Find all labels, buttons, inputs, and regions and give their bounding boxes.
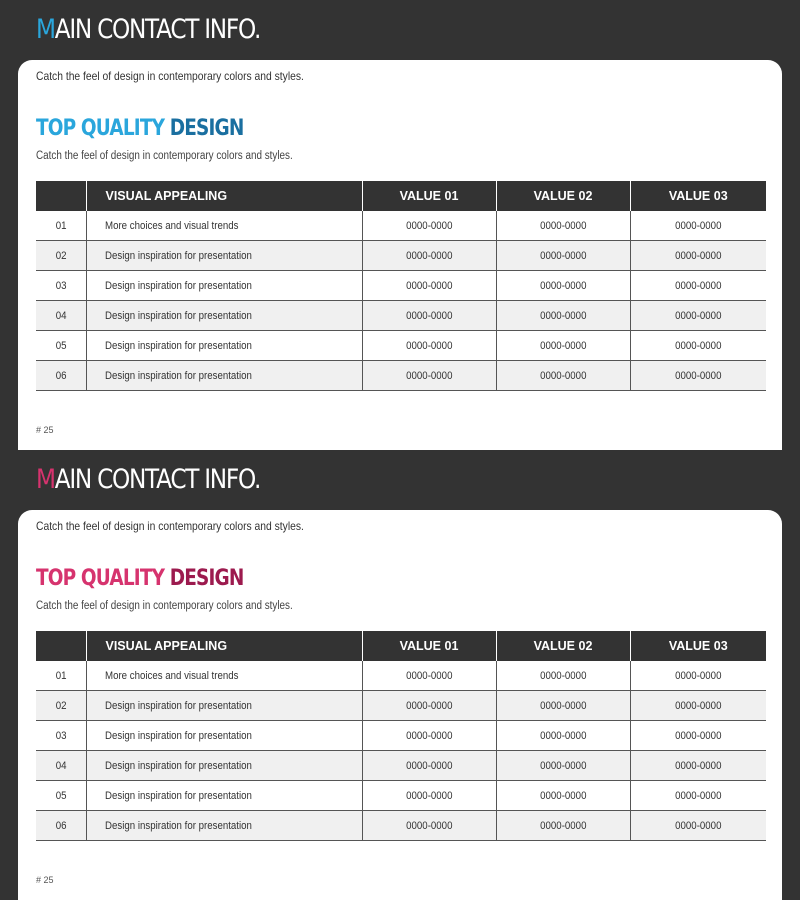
row-value: 0000-0000 bbox=[496, 691, 630, 721]
table-row bbox=[36, 211, 766, 241]
row-value: 0000-0000 bbox=[630, 721, 766, 751]
row-value: 0000-0000 bbox=[630, 811, 766, 841]
row-value: 0000-0000 bbox=[362, 811, 496, 841]
row-value: 0000-0000 bbox=[362, 751, 496, 781]
row-value: 0000-0000 bbox=[630, 241, 766, 271]
heading-part-1: TOP QUALITY bbox=[36, 116, 165, 141]
row-label: Design inspiration for presentation bbox=[86, 811, 362, 841]
row-value: 0000-0000 bbox=[496, 271, 630, 301]
header-index bbox=[36, 631, 86, 661]
row-value: 0000-0000 bbox=[630, 211, 766, 241]
heading-part-2: DESIGN bbox=[169, 116, 244, 141]
card-subtitle: Catch the feel of design in contemporary colors and styles. bbox=[36, 69, 304, 83]
row-value: 0000-0000 bbox=[496, 331, 630, 361]
slide-title-initial: M bbox=[36, 14, 55, 45]
table-row bbox=[36, 361, 766, 391]
row-label: Design inspiration for presentation bbox=[86, 241, 362, 271]
header-value-03: VALUE 03 bbox=[630, 631, 766, 661]
table-header-row bbox=[36, 181, 766, 211]
row-value: 0000-0000 bbox=[630, 331, 766, 361]
row-label: Design inspiration for presentation bbox=[86, 691, 362, 721]
table-row bbox=[36, 751, 766, 781]
row-value: 0000-0000 bbox=[362, 781, 496, 811]
row-value: 0000-0000 bbox=[362, 721, 496, 751]
row-index: 02 bbox=[36, 691, 86, 721]
row-value: 0000-0000 bbox=[496, 751, 630, 781]
content-card bbox=[18, 510, 782, 900]
header-visual-appealing: VISUAL APPEALING bbox=[86, 181, 362, 211]
row-value: 0000-0000 bbox=[630, 691, 766, 721]
row-value: 0000-0000 bbox=[362, 661, 496, 691]
row-value: 0000-0000 bbox=[496, 211, 630, 241]
row-value: 0000-0000 bbox=[362, 691, 496, 721]
row-value: 0000-0000 bbox=[630, 361, 766, 391]
table-row bbox=[36, 271, 766, 301]
heading-part-1: TOP QUALITY bbox=[36, 566, 165, 591]
row-value: 0000-0000 bbox=[496, 781, 630, 811]
heading-subtitle: Catch the feel of design in contemporary colors and styles. bbox=[36, 150, 293, 162]
data-table bbox=[36, 631, 766, 841]
row-index: 06 bbox=[36, 361, 86, 391]
row-label: Design inspiration for presentation bbox=[86, 301, 362, 331]
row-value: 0000-0000 bbox=[496, 301, 630, 331]
row-label: Design inspiration for presentation bbox=[86, 751, 362, 781]
row-index: 01 bbox=[36, 211, 86, 241]
slide-2 bbox=[0, 450, 800, 900]
header-visual-appealing: VISUAL APPEALING bbox=[86, 631, 362, 661]
page-number: # 25 bbox=[36, 875, 54, 885]
row-index: 03 bbox=[36, 271, 86, 301]
row-value: 0000-0000 bbox=[496, 241, 630, 271]
table-row bbox=[36, 721, 766, 751]
table-row bbox=[36, 691, 766, 721]
row-label: More choices and visual trends bbox=[86, 661, 362, 691]
row-index: 05 bbox=[36, 331, 86, 361]
slide-title-initial: M bbox=[36, 464, 55, 495]
row-value: 0000-0000 bbox=[630, 271, 766, 301]
content-card bbox=[18, 60, 782, 450]
table-row bbox=[36, 781, 766, 811]
row-value: 0000-0000 bbox=[496, 721, 630, 751]
row-value: 0000-0000 bbox=[496, 661, 630, 691]
table-row bbox=[36, 331, 766, 361]
row-value: 0000-0000 bbox=[362, 361, 496, 391]
heading-subtitle: Catch the feel of design in contemporary colors and styles. bbox=[36, 600, 293, 612]
row-label: Design inspiration for presentation bbox=[86, 721, 362, 751]
row-value: 0000-0000 bbox=[630, 661, 766, 691]
header-value-01: VALUE 01 bbox=[362, 181, 496, 211]
row-index: 05 bbox=[36, 781, 86, 811]
row-label: Design inspiration for presentation bbox=[86, 271, 362, 301]
data-table bbox=[36, 181, 766, 391]
header-value-02: VALUE 02 bbox=[496, 631, 630, 661]
row-label: Design inspiration for presentation bbox=[86, 331, 362, 361]
card-subtitle: Catch the feel of design in contemporary colors and styles. bbox=[36, 519, 304, 533]
row-value: 0000-0000 bbox=[630, 781, 766, 811]
row-index: 04 bbox=[36, 301, 86, 331]
slide-title bbox=[36, 14, 260, 45]
header-value-01: VALUE 01 bbox=[362, 631, 496, 661]
heading-part-2: DESIGN bbox=[169, 566, 244, 591]
table-row bbox=[36, 301, 766, 331]
row-value: 0000-0000 bbox=[362, 271, 496, 301]
row-index: 04 bbox=[36, 751, 86, 781]
row-label: Design inspiration for presentation bbox=[86, 781, 362, 811]
header-value-03: VALUE 03 bbox=[630, 181, 766, 211]
row-label: More choices and visual trends bbox=[86, 211, 362, 241]
row-label: Design inspiration for presentation bbox=[86, 361, 362, 391]
header-value-02: VALUE 02 bbox=[496, 181, 630, 211]
table-row bbox=[36, 661, 766, 691]
row-value: 0000-0000 bbox=[362, 241, 496, 271]
row-value: 0000-0000 bbox=[630, 751, 766, 781]
row-value: 0000-0000 bbox=[496, 361, 630, 391]
table-row bbox=[36, 811, 766, 841]
row-index: 02 bbox=[36, 241, 86, 271]
table-header-row bbox=[36, 631, 766, 661]
row-index: 01 bbox=[36, 661, 86, 691]
header-index bbox=[36, 181, 86, 211]
row-value: 0000-0000 bbox=[630, 301, 766, 331]
slide-title-rest: AIN CONTACT INFO. bbox=[54, 14, 261, 45]
row-value: 0000-0000 bbox=[362, 301, 496, 331]
row-value: 0000-0000 bbox=[362, 211, 496, 241]
page-number: # 25 bbox=[36, 425, 54, 435]
table-row bbox=[36, 241, 766, 271]
section-heading bbox=[36, 116, 244, 141]
section-heading bbox=[36, 566, 244, 591]
slide-title bbox=[36, 464, 260, 495]
row-index: 03 bbox=[36, 721, 86, 751]
row-index: 06 bbox=[36, 811, 86, 841]
slide-title-rest: AIN CONTACT INFO. bbox=[54, 464, 261, 495]
row-value: 0000-0000 bbox=[496, 811, 630, 841]
row-value: 0000-0000 bbox=[362, 331, 496, 361]
